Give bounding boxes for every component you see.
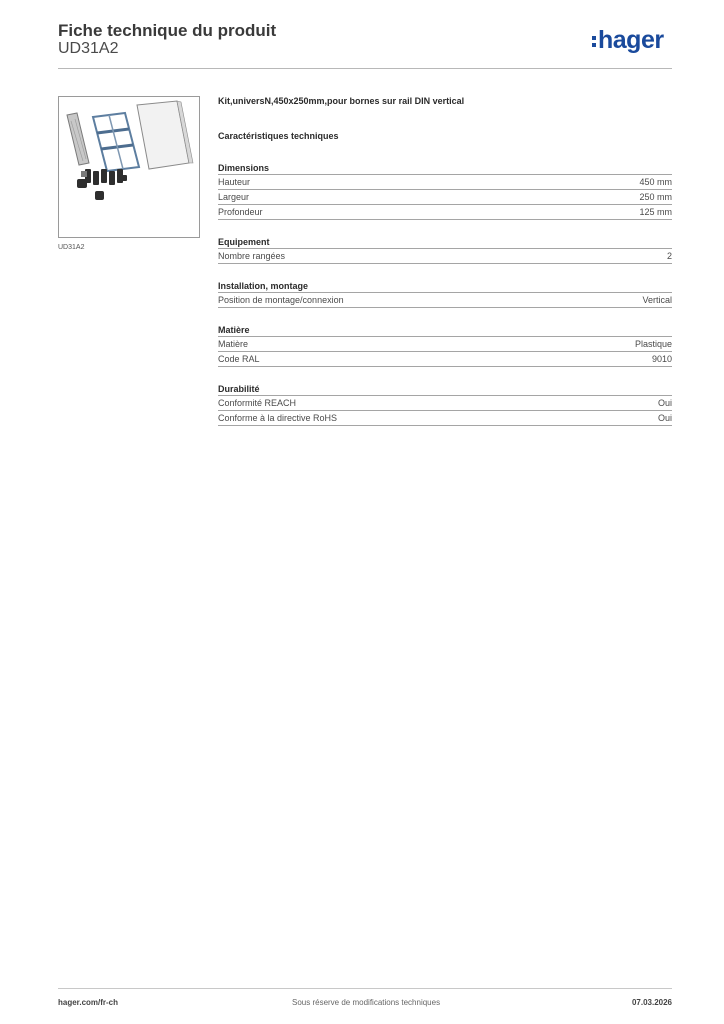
header-divider: [58, 68, 672, 69]
specs-title: Caractéristiques techniques: [218, 131, 339, 141]
spec-label: Matière: [218, 339, 249, 349]
spec-label: Profondeur: [218, 207, 263, 217]
spec-value: 250 mm: [639, 192, 672, 202]
spec-label: Nombre rangées: [218, 251, 286, 261]
spec-row: [218, 249, 672, 264]
spec-row: [218, 396, 672, 411]
section-title: Dimensions: [218, 156, 672, 175]
footer-divider: [58, 988, 672, 989]
footer-disclaimer: Sous réserve de modifications techniques: [292, 998, 441, 1007]
footer-date: 07.03.2026: [631, 998, 672, 1007]
product-kit-illustration: [59, 97, 199, 237]
spec-value: 450 mm: [639, 177, 672, 187]
spec-row: [218, 293, 672, 308]
spec-row: [218, 337, 672, 352]
product-description: Kit,universN,450x250mm,pour bornes sur rail DIN vertical: [218, 96, 465, 106]
spec-label: Conforme à la directive RoHS: [218, 413, 338, 423]
spec-row: [218, 411, 672, 426]
section-title: Equipement: [218, 230, 672, 249]
spec-label: Hauteur: [218, 177, 251, 187]
section-title: Matière: [218, 318, 672, 337]
section-durabilite: [218, 377, 672, 426]
hager-logo: [592, 26, 664, 55]
spec-value: 9010: [651, 354, 672, 364]
product-reference: UD31A2: [58, 40, 119, 57]
spec-row: [218, 190, 672, 205]
spec-value: Oui: [657, 413, 672, 423]
spec-label: Position de montage/connexion: [218, 295, 344, 305]
spec-row: [218, 175, 672, 190]
image-caption: UD31A2: [58, 244, 85, 251]
section-title: Installation, montage: [218, 274, 672, 293]
spec-value: 2: [666, 251, 672, 261]
logo-text: hager: [598, 26, 664, 54]
logo-colon-icon: [592, 33, 597, 50]
product-image: [58, 96, 200, 238]
spec-row: [218, 352, 672, 367]
spec-label: Code RAL: [218, 354, 260, 364]
spec-label: Largeur: [218, 192, 250, 202]
section-dimensions: [218, 156, 672, 220]
section-equipement: [218, 230, 672, 264]
footer-website-link[interactable]: hager.com/fr-ch: [58, 998, 119, 1007]
spec-value: 125 mm: [639, 207, 672, 217]
page-title: Fiche technique du produit: [58, 21, 277, 40]
spec-value: Plastique: [634, 339, 672, 349]
spec-value: Oui: [657, 398, 672, 408]
spec-value: Vertical: [642, 295, 672, 305]
specs-content: [218, 96, 672, 436]
section-matiere: [218, 318, 672, 367]
section-title: Durabilité: [218, 377, 672, 396]
spec-label: Conformité REACH: [218, 398, 297, 408]
spec-row: [218, 205, 672, 220]
section-installation: [218, 274, 672, 308]
